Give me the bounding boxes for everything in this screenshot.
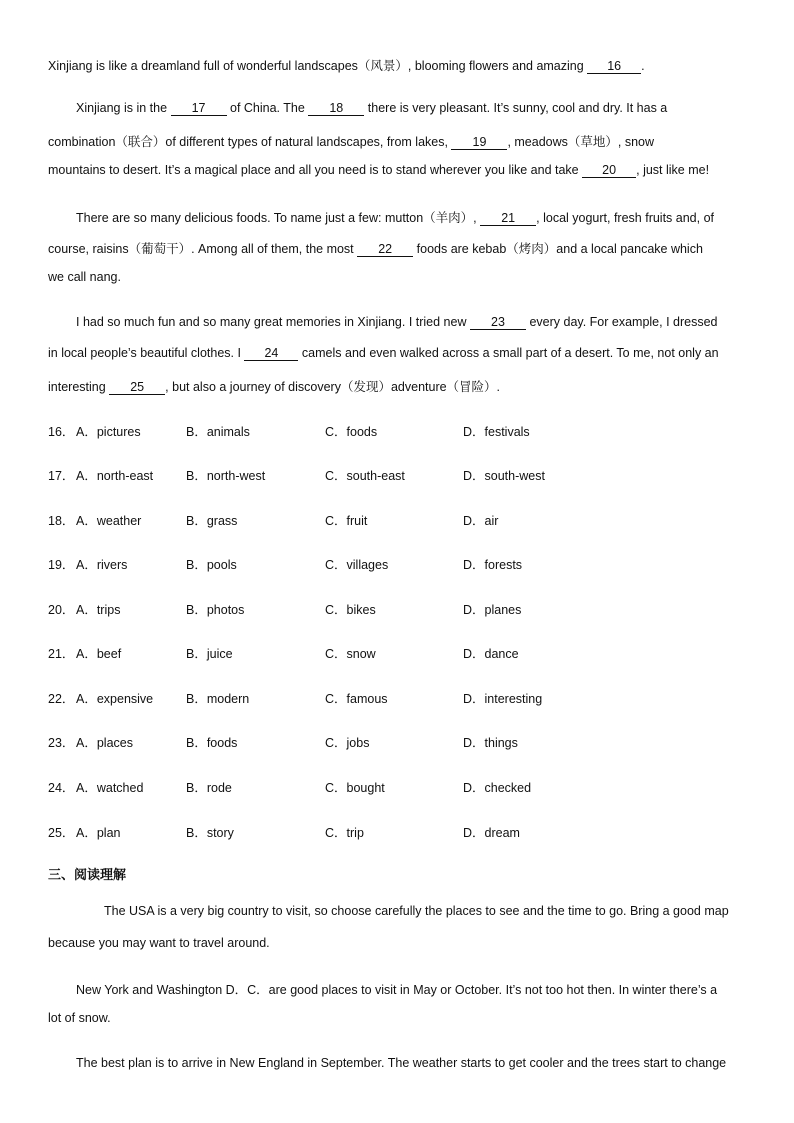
passage-line-3 <box>48 132 654 150</box>
question-25 <box>48 823 748 839</box>
option-d[interactable]: D．planes <box>463 603 522 617</box>
option-a[interactable]: A．trips <box>76 603 121 617</box>
passage-text: , local yogurt, fresh fruits and, of <box>536 211 715 225</box>
question-number: 16． <box>48 425 75 439</box>
option-a[interactable]: A．weather <box>76 514 142 528</box>
option-a[interactable]: A．rivers <box>76 558 128 572</box>
passage-line-4 <box>48 163 709 178</box>
option-b[interactable]: B．modern <box>186 692 250 706</box>
option-c[interactable]: C．famous <box>325 692 388 706</box>
option-a[interactable]: A．watched <box>76 781 144 795</box>
option-d[interactable]: D．air <box>463 514 499 528</box>
blank-22[interactable]: 22 <box>357 243 413 257</box>
option-c[interactable]: C．bikes <box>325 603 376 617</box>
option-d[interactable]: D．checked <box>463 781 532 795</box>
reading-line: The best plan is to arrive in New England in September. The weather starts to get cooler and the trees start to change <box>76 1056 727 1070</box>
option-a[interactable]: A．north-east <box>76 469 154 483</box>
option-d[interactable]: D．south-west <box>463 469 545 483</box>
passage-line-10 <box>48 377 500 395</box>
option-a[interactable]: A．pictures <box>76 425 141 439</box>
passage-text: Xinjiang is like a dreamland full of wonderful landscapes（风景）, blooming flowers and amazing <box>48 59 584 73</box>
option-b[interactable]: B．photos <box>186 603 245 617</box>
passage-text: mountains to desert. It’s a magical place and all you need is to stand wherever you like and take <box>48 163 579 177</box>
question-number: 23． <box>48 736 75 750</box>
option-c[interactable]: C．fruit <box>325 514 368 528</box>
passage-text: every day. For example, I dressed <box>529 315 718 329</box>
blank-23[interactable]: 23 <box>470 316 526 330</box>
passage-text: There are so many delicious foods. To name just a few: mutton（羊肉）, <box>76 211 477 225</box>
option-a[interactable]: A．expensive <box>76 692 154 706</box>
passage-text: I had so much fun and so many great memories in Xinjiang. I tried new <box>76 315 467 329</box>
option-c[interactable]: C．south-east <box>325 469 405 483</box>
option-d[interactable]: D．dance <box>463 647 519 661</box>
passage-text: there is very pleasant. It’s sunny, cool and dry. It has a <box>367 101 668 115</box>
section-title: 三、阅读理解 <box>48 867 127 882</box>
passage-text: course, raisins（葡萄干）. Among all of them, the most <box>48 242 354 256</box>
question-number: 19． <box>48 558 75 572</box>
question-number: 24． <box>48 781 75 795</box>
passage-text: , just like me! <box>636 163 710 177</box>
question-18 <box>48 511 748 527</box>
reading-line: lot of snow. <box>48 1011 111 1025</box>
reading-line: New York and Washington D．C．are good places to visit in May or October. It’s not too hot then. In winter there’s a <box>76 983 718 997</box>
reading-line: because you may want to travel around. <box>48 936 270 950</box>
passage-line-5 <box>76 208 714 226</box>
passage-text: interesting <box>48 380 106 394</box>
option-d[interactable]: D．interesting <box>463 692 543 706</box>
option-c[interactable]: C．foods <box>325 425 378 439</box>
passage-line-8 <box>76 315 718 330</box>
option-a[interactable]: A．plan <box>76 826 121 840</box>
question-17 <box>48 466 748 482</box>
passage-text: , but also a journey of discovery（发现）adventure（冒险）. <box>165 380 501 394</box>
blank-18[interactable]: 18 <box>308 102 364 116</box>
option-d[interactable]: D．forests <box>463 558 523 572</box>
blank-20[interactable]: 20 <box>582 164 636 178</box>
passage-line-6 <box>48 239 703 257</box>
passage-line-7 <box>48 270 121 284</box>
blank-25[interactable]: 25 <box>109 381 165 395</box>
option-c[interactable]: C．trip <box>325 826 364 840</box>
option-a[interactable]: A．beef <box>76 647 122 661</box>
passage-text: combination（联合）of different types of natural landscapes, from lakes, <box>48 135 448 149</box>
question-16 <box>48 422 748 438</box>
passage-text: in local people’s beautiful clothes. I <box>48 346 241 360</box>
question-number: 21． <box>48 647 75 661</box>
question-number: 20． <box>48 603 75 617</box>
blank-21[interactable]: 21 <box>480 212 536 226</box>
passage-text: . <box>641 59 645 73</box>
passage-line-1 <box>48 56 645 74</box>
option-b[interactable]: B．grass <box>186 514 238 528</box>
passage-line-9 <box>48 346 719 361</box>
passage-text: we call nang. <box>48 270 121 284</box>
option-b[interactable]: B．animals <box>186 425 250 439</box>
option-c[interactable]: C．snow <box>325 647 376 661</box>
option-b[interactable]: B．story <box>186 826 234 840</box>
question-21 <box>48 644 748 660</box>
option-d[interactable]: D．festivals <box>463 425 530 439</box>
option-b[interactable]: B．north-west <box>186 469 266 483</box>
passage-text: Xinjiang is in the <box>76 101 168 115</box>
passage-text: foods are kebab（烤肉）and a local pancake which <box>416 242 703 256</box>
passage-text: , meadows（草地）, snow <box>507 135 655 149</box>
option-b[interactable]: B．pools <box>186 558 237 572</box>
blank-17[interactable]: 17 <box>171 102 227 116</box>
question-23 <box>48 733 748 749</box>
option-b[interactable]: B．juice <box>186 647 233 661</box>
option-c[interactable]: C．jobs <box>325 736 370 750</box>
option-a[interactable]: A．places <box>76 736 133 750</box>
reading-line: The USA is a very big country to visit, so choose carefully the places to see and the time to go. Bring a good map <box>104 904 729 918</box>
option-b[interactable]: B．rode <box>186 781 232 795</box>
option-b[interactable]: B．foods <box>186 736 238 750</box>
passage-text: camels and even walked across a small part of a desert. To me, not only an <box>301 346 719 360</box>
option-c[interactable]: C．villages <box>325 558 389 572</box>
question-24 <box>48 778 748 794</box>
question-number: 18． <box>48 514 75 528</box>
question-20 <box>48 600 748 616</box>
option-d[interactable]: D．dream <box>463 826 520 840</box>
option-d[interactable]: D．things <box>463 736 518 750</box>
question-number: 17． <box>48 469 75 483</box>
blank-16[interactable]: 16 <box>587 60 641 74</box>
question-number: 25． <box>48 826 75 840</box>
blank-19[interactable]: 19 <box>451 136 507 150</box>
question-number: 22． <box>48 692 75 706</box>
question-19 <box>48 555 748 571</box>
passage-text: of China. The <box>230 101 305 115</box>
blank-24[interactable]: 24 <box>244 347 298 361</box>
option-c[interactable]: C．bought <box>325 781 385 795</box>
question-22 <box>48 689 748 705</box>
passage-line-2 <box>76 101 667 116</box>
